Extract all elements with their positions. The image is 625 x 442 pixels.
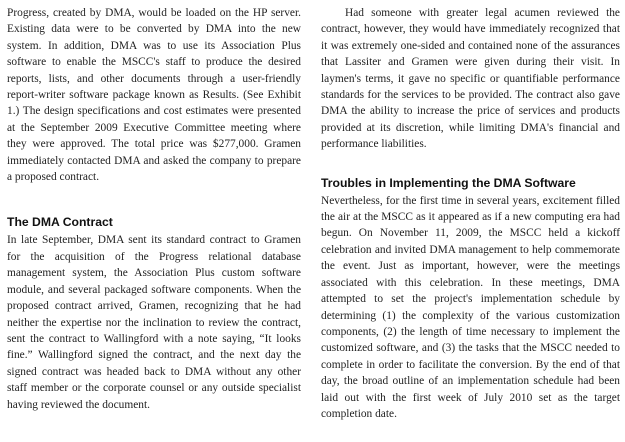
section-heading-troubles: Troubles in Implementing the DMA Software xyxy=(321,175,576,190)
section-heading-dma-contract: The DMA Contract xyxy=(7,215,113,230)
right-column xyxy=(321,5,620,422)
left-paragraph-2: In late September, DMA sent its standard contract to Gramen for the acquisition of the Progress relational database management system, the Association Plus custom software module, and several packaged software components. When the proposed contract arrived, Gramen, recognizing that he had neither the expertise nor the inclination to review the contract, sent the contract to Wallingford with a note saying, “It looks fine.” Wallingford signed the contract, and the next day the signed contract was headed back to DMA without any other staff member or the corporate counsel or any outside specialist having reviewed the document. xyxy=(7,234,301,411)
right-paragraph-1: Had someone with greater legal acumen reviewed the contract, however, they would have immediately recognized that it was extremely one-sided and contained none of the assurances that Lassiter and Gramen were given during their visit. In laymen's terms, it gave no specific or quantifiable performance standards for the services to be provided. The contract also gave DMA the ability to increase the price of services and products provided at its discretion, while limiting DMA's financial and performance liabilities. xyxy=(321,7,620,151)
left-paragraph-1: Progress, created by DMA, would be loaded on the HP server. Existing data were to be converted by DMA into the new system. In addition, DMA was to use its Association Plus software to enable the MSCC's staff to produce the desired reports, lists, and other documents through a user-friendly report-writer software package known as Results. (See Exhibit 1.) The design specifications and cost estimates were presented at the September 2009 Executive Committee meeting where they were approved. The total price was $277,000. Gramen immediately contacted DMA and asked the company to prepare a proposed contract. xyxy=(7,7,301,184)
right-paragraph-2: Nevertheless, for the first time in several years, excitement filled the air at the MSCC as it appeared as if a new computing era had begun. On November 11, 2009, the MSCC held a kickoff celebration and invited DMA management to help commemorate the event. Just as important, however, were the meetings associated with this celebration. In these meetings, DMA attempted to set the project's implementation schedule by determining (1) the complexity of the various customization components, (2) the length of time necessary to implement the customized software, and (3) the tasks that the MSCC needed to complete in order to facilitate the conversion. By the end of that day, the broad outline of an implementation schedule had been laid out with the first week of July 2010 set as the target completion date. xyxy=(321,194,620,420)
left-column xyxy=(7,5,301,413)
